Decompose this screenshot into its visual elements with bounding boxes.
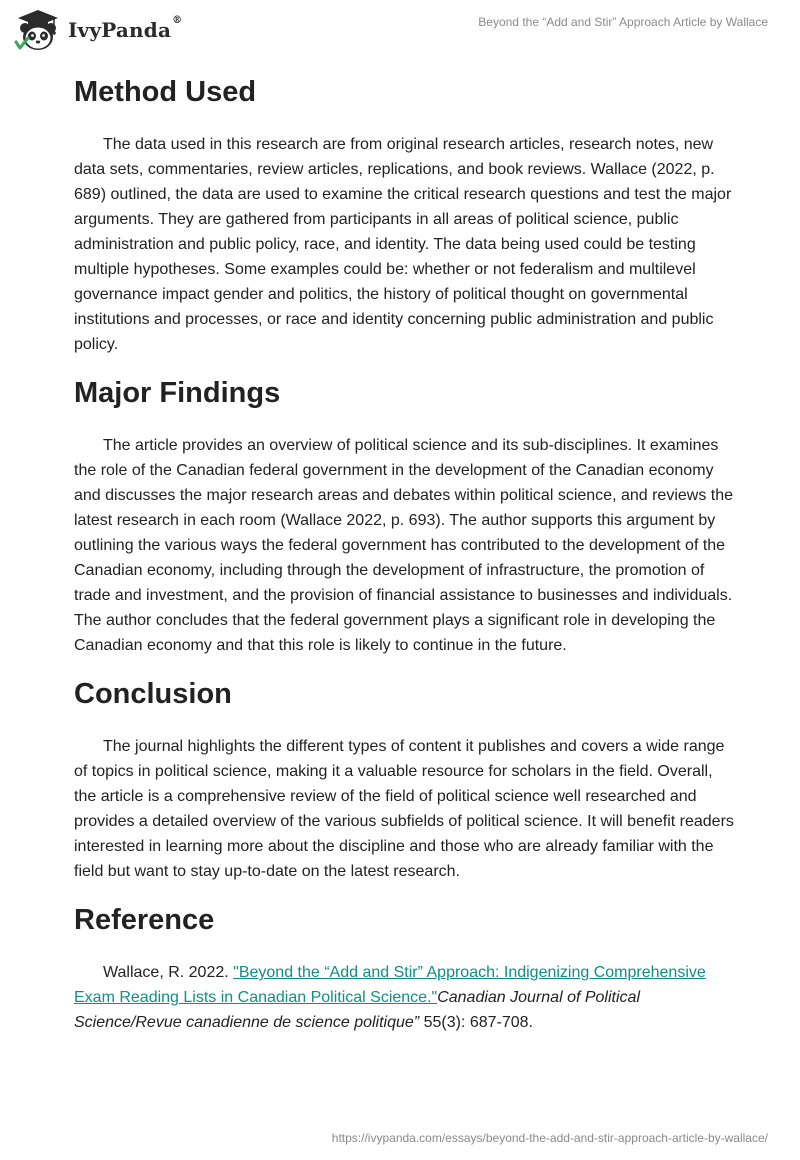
reference-details: 55(3): 687-708. [419,1014,533,1031]
reference-entry [74,960,734,1035]
section-heading: Major Findings [74,377,281,409]
brand-name: IvyPanda® [68,15,183,42]
source-url[interactable]: https://ivypanda.com/essays/beyond-the-add-and-stir-approach-article-by-wallace/ [331,1131,768,1145]
reference-journal: Canadian Journal of Political Science/Revue canadienne de science politique” [74,989,640,1031]
article-body [74,72,734,1035]
section-heading: Conclusion [74,678,232,710]
section-paragraph: The article provides an overview of political science and its sub-disciplines. It examines the role of the Canadian federal government in the development of the Canadian economy and discusses the major research areas and debates within political science, and reviews the latest research in each room (Wallace 2022, p. 693). The author supports this argument by outlining the various ways the federal government has contributed to the development of the Canadian economy, including through the development of infrastructure, the promotion of trade and investment, and the provision of financial assistance to businesses and individuals. The author concludes that the federal government plays a significant role in developing the Canadian economy and that this role is likely to continue in the future. [74,437,734,654]
document-title: Beyond the “Add and Stir” Approach Article by Wallace [478,15,768,29]
section-major-findings [74,373,734,658]
section-heading: Method Used [74,76,257,108]
ivypanda-logo[interactable] [14,8,182,52]
reference-author-year: Wallace, R. 2022. [103,964,234,981]
section-heading: Reference [74,904,215,936]
section-paragraph: The data used in this research are from original research articles, research notes, new data sets, commentaries, review articles, replications, and book reviews. Wallace (2022, p. 689) outlined, the data are used to examine the critical research questions and test the major arguments. They are gathered from participants in all areas of political science, public administration and public policy, race, and identity. The data being used could be testing multiple hypotheses. Some examples could be: whether or not federalism and multilevel governance impact gender and politics, the history of political thought on governmental institutions and processes, or race and identity concerning public administration and public policy. [74,136,732,353]
section-method-used [74,72,734,357]
reference-article-link[interactable]: "Beyond the “Add and Stir” Approach: Indigenizing Comprehensive Exam Reading Lists in Canadian Political Science." [74,964,706,1006]
section-paragraph: The journal highlights the different types of content it publishes and covers a wide range of topics in political science, making it a valuable resource for scholars in the field. Overall, the article is a comprehensive review of the field of political science well researched and provides a detailed overview of the various subfields of political science. It will benefit readers interested in learning more about the discipline and those who are already familiar with the field but want to stay up-to-date on the latest research. [74,738,734,880]
panda-graduate-icon [14,8,62,52]
page-header [0,0,800,60]
section-reference [74,900,734,1035]
section-conclusion [74,674,734,884]
